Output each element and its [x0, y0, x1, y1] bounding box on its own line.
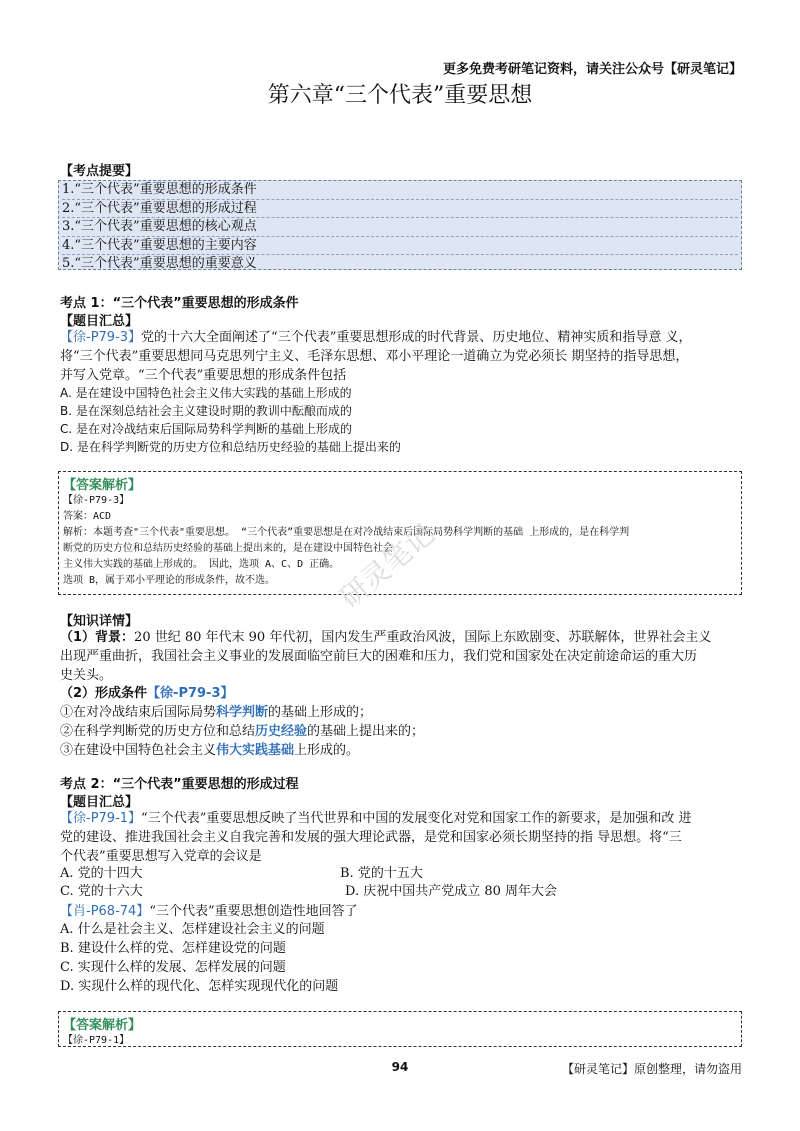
condition-item: ③在建设中国特色社会主义伟大实践基础上形成的。 — [60, 743, 360, 758]
outline-item: 4.“三个代表”重要思想的主要内容 — [62, 237, 738, 256]
point2-question-1: 【徐-P79-1】“三个代表”重要思想反映了当代世界和中国的发展变化对党和国家工作的新要求，是加强和改 进 党的建设、推进我国社会主义自我完善和发展的强大理论武器，是党和国家必须长期坚持的指 导思想。将“三 个代表”重要思想写入党章的会议是 — [60, 811, 692, 864]
outline-label: 【考点提要】 — [60, 164, 139, 179]
point2-question-2-options — [60, 920, 338, 996]
option-d: D. 是在科学判断党的历史方位和总结历史经验的基础上提出来的 — [60, 440, 401, 454]
question-tag: 【徐-P79-1】 — [60, 811, 142, 826]
knowledge-background: （1）背景：20 世纪 80 年代末 90 年代初，国内发生严重政治风波，国际上东欧剧变、苏联解体，世界社会主义 出现严重曲折，我国社会主义事业的发展面临空前巨大的困难和压力，我们党和国家处在决定前途命运的重大历 史关头。 — [60, 630, 712, 683]
outline-item: 3.“三个代表”重要思想的核心观点 — [62, 218, 738, 237]
page-number: 94 — [391, 1060, 409, 1074]
option-b: B. 党的十五大 — [340, 866, 423, 881]
knowledge-label: 【知识详情】 — [60, 614, 139, 629]
header-note: 更多免费考研笔记资料，请关注公众号【研灵笔记】 — [442, 62, 742, 77]
condition-item: ①在对冷战结束后国际局势科学判断的基础上形成的； — [60, 705, 373, 720]
answer-tag: 【徐-P79-1】 — [63, 1035, 130, 1046]
outline-item: 1.“三个代表”重要思想的形成条件 — [62, 181, 738, 200]
option-b: B. 是在深刻总结社会主义建设时期的教训中酝酿而成的 — [60, 404, 352, 418]
point1-options — [60, 384, 401, 456]
option-b: B. 建设什么样的党、怎样建设党的问题 — [60, 941, 286, 956]
point1-summary-label: 【题目汇总】 — [60, 314, 139, 329]
option-c: C. 党的十六大 — [60, 884, 143, 899]
question-tag: 【肖-P68-74】 — [60, 904, 150, 919]
point2-question-2: 【肖-P68-74】“三个代表”重要思想创造性地回答了 — [60, 904, 358, 919]
answer-explanation: 断党的历史方位和总结历史经验的基础上提出来的，是在建设中国特色社会 — [63, 543, 393, 554]
answer-title: 【答案解析】 — [63, 1018, 142, 1033]
point2-answer-box — [58, 1011, 742, 1047]
point2-heading: 考点 2：“三个代表”重要思想的形成过程 — [60, 777, 299, 792]
outline-item: 2.“三个代表”重要思想的形成过程 — [62, 200, 738, 219]
outline-box — [58, 180, 742, 270]
background-label: （1）背景： — [60, 630, 135, 645]
option-a: A. 党的十四大 — [60, 866, 143, 881]
conditions-label: （2）形成条件 — [60, 686, 148, 701]
answer-title: 【答案解析】 — [63, 478, 142, 493]
point1-question: 【徐-P79-3】党的十六大全面阐述了“三个代表”重要思想形成的时代背景、历史地位、精神实质和指导意 义， 将“三个代表”重要思想同马克思列宁主义、毛泽东思想、邓小平理论一道确立为党必须长 期坚持的指导思想， 并写入党章。“三个代表”重要思想的形成条件包括 — [60, 330, 692, 383]
answer-tag: 【徐-P79-3】 — [63, 495, 130, 506]
footer-note: 【研灵笔记】原创整理，请勿盗用 — [561, 1062, 742, 1076]
option-d: D. 实现什么样的现代化、怎样实现现代化的问题 — [60, 979, 339, 994]
option-d: D. 庆祝中国共产党成立 80 周年大会 — [345, 884, 558, 899]
answer-explanation: 解析：本题考查"三个代表"重要思想。 “三个代表”重要思想是在对冷战结束后国际局势科学判断的基础 上形成的，是在科学判 — [63, 527, 630, 538]
option-a: A. 是在建设中国特色社会主义伟大实践的基础上形成的 — [60, 386, 352, 400]
answer-explanation: 选项 B，属于邓小平理论的形成条件，故不选。 — [63, 575, 276, 586]
option-a: A. 什么是社会主义、怎样建设社会主义的问题 — [60, 922, 325, 937]
conditions-tag: 【徐-P79-3】 — [147, 686, 234, 701]
page-title: 第六章“三个代表”重要思想 — [267, 83, 533, 108]
option-c: C. 是在对冷战结束后国际局势科学判断的基础上形成的 — [60, 422, 353, 436]
answer-explanation: 主义伟大实践的基础上形成的。 因此，选项 A、C、D 正确。 — [63, 559, 340, 570]
watermark: 研灵笔记 — [333, 517, 441, 615]
formation-conditions — [60, 684, 750, 760]
point1-heading: 考点 1：“三个代表”重要思想的形成条件 — [60, 296, 299, 311]
answer-line: 答案：ACD — [63, 511, 112, 522]
point2-summary-label: 【题目汇总】 — [60, 795, 139, 810]
option-c: C. 实现什么样的发展、怎样发展的问题 — [60, 960, 286, 975]
outline-item: 5.“三个代表”重要思想的重要意义 — [62, 256, 257, 272]
condition-item: ②在科学判断党的历史方位和总结历史经验的基础上提出来的； — [60, 724, 425, 739]
question-tag: 【徐-P79-3】 — [60, 330, 142, 345]
